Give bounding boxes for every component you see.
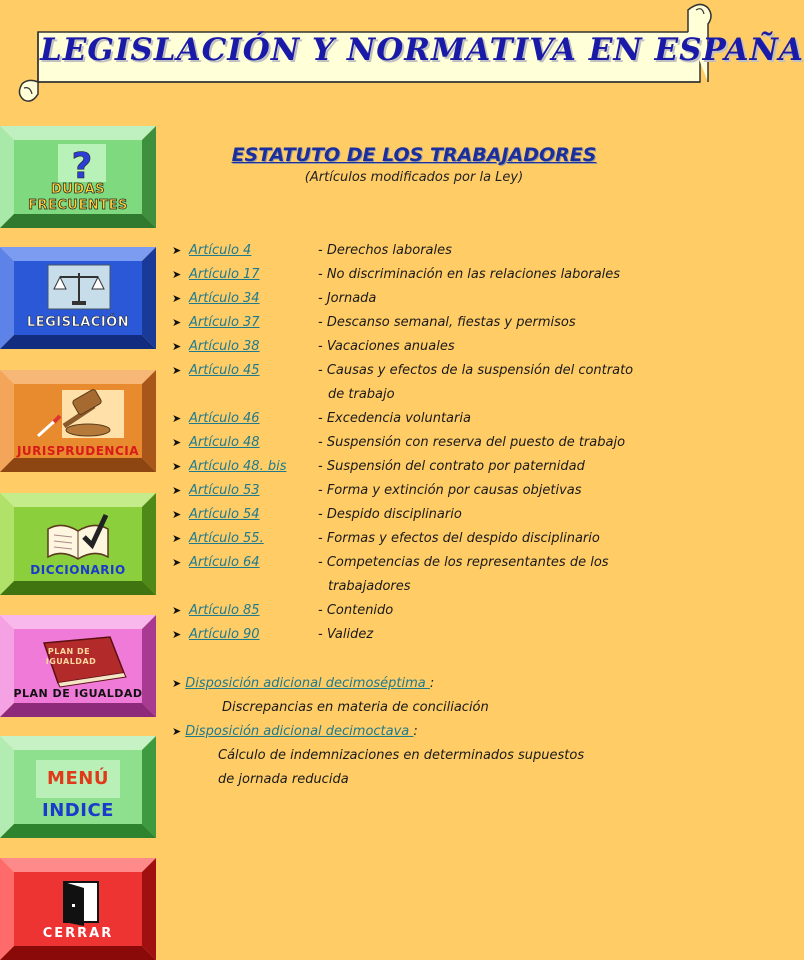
article-row bbox=[172, 433, 702, 457]
disposicion-row bbox=[172, 724, 702, 739]
nav-plan-igualdad-button[interactable] bbox=[0, 615, 156, 717]
article-link[interactable]: Artículo 45 bbox=[189, 363, 260, 378]
arrow-bullet-icon: ➤ bbox=[172, 364, 182, 377]
article-row bbox=[172, 601, 702, 625]
balance-scale-icon bbox=[48, 265, 110, 309]
nav-label-line2: FRECUENTES bbox=[28, 198, 128, 213]
nav-label: LEGISLACIÓN bbox=[26, 315, 130, 330]
article-row bbox=[172, 481, 702, 505]
arrow-bullet-icon: ➤ bbox=[172, 484, 182, 497]
article-row bbox=[172, 625, 702, 649]
arrow-bullet-icon: ➤ bbox=[172, 292, 182, 305]
disposicion-description-line2: de jornada reducida bbox=[218, 772, 349, 787]
page-title: LEGISLACIÓN Y NORMATIVA EN ESPAÑA bbox=[40, 32, 804, 68]
question-mark-icon bbox=[58, 144, 106, 187]
article-link[interactable]: Artículo 37 bbox=[189, 315, 260, 330]
separator: : bbox=[413, 724, 418, 739]
article-description: - Vacaciones anuales bbox=[318, 339, 455, 354]
nav-diccionario-button[interactable] bbox=[0, 493, 156, 595]
article-link[interactable]: Artículo 85 bbox=[189, 603, 260, 618]
arrow-bullet-icon: ➤ bbox=[172, 316, 182, 329]
article-description: - Despido disciplinario bbox=[318, 507, 462, 522]
article-row bbox=[172, 529, 702, 553]
article-description: - Forma y extinción por causas objetivas bbox=[318, 483, 582, 498]
arrow-bullet-icon: ➤ bbox=[172, 628, 182, 641]
disposicion-description: Cálculo de indemnizaciones en determinados supuestos bbox=[218, 748, 585, 763]
nav-dudas-frecuentes-button[interactable] bbox=[0, 126, 156, 228]
article-row bbox=[172, 241, 702, 265]
disposicion-link[interactable]: Disposición adicional decimoséptima bbox=[185, 676, 430, 691]
book-label-line1: PLAN DE bbox=[47, 647, 91, 656]
article-description: - Excedencia voluntaria bbox=[318, 411, 471, 426]
article-description: - Derechos laborales bbox=[318, 243, 452, 258]
article-description: - Causas y efectos de la suspensión del contrato bbox=[318, 363, 634, 378]
separator: : bbox=[429, 676, 435, 691]
arrow-bullet-icon: ➤ bbox=[172, 340, 182, 353]
article-description-line2: de trabajo bbox=[328, 387, 395, 402]
article-description: - No discriminación en las relaciones laborales bbox=[318, 267, 621, 282]
article-row bbox=[172, 361, 702, 409]
nav-label: JURISPRUDENCIA bbox=[16, 444, 140, 458]
arrow-bullet-icon: ➤ bbox=[172, 460, 182, 473]
book-label-line2: IGUALDAD bbox=[45, 657, 97, 666]
title-banner bbox=[10, 0, 804, 106]
article-row bbox=[172, 457, 702, 481]
article-description-line2: trabajadores bbox=[328, 579, 411, 594]
nav-label: DICCIONARIO bbox=[30, 563, 126, 577]
nav-label-line2: INDICE bbox=[42, 800, 114, 821]
nav-legislacion-button[interactable] bbox=[0, 247, 156, 349]
article-link[interactable]: Artículo 64 bbox=[189, 555, 260, 570]
arrow-bullet-icon: ➤ bbox=[172, 436, 182, 449]
article-description: - Suspensión del contrato por paternidad bbox=[318, 459, 585, 474]
article-description: - Formas y efectos del despido disciplinario bbox=[318, 531, 600, 546]
article-row bbox=[172, 553, 702, 601]
arrow-bullet-icon: ➤ bbox=[172, 412, 182, 425]
section-title: ESTATUTO DE LOS TRABAJADORES bbox=[231, 144, 597, 166]
nav-jurisprudencia-button[interactable] bbox=[0, 370, 156, 472]
article-link[interactable]: Artículo 48 bbox=[189, 435, 260, 450]
arrow-bullet-icon: ➤ bbox=[172, 268, 182, 281]
article-link[interactable]: Artículo 34 bbox=[189, 291, 260, 306]
disposicion-description: Discrepancias en materia de conciliación bbox=[222, 700, 489, 715]
arrow-bullet-icon: ➤ bbox=[172, 677, 182, 690]
nav-label: PLAN DE IGUALDAD bbox=[13, 687, 143, 700]
article-link[interactable]: Artículo 54 bbox=[189, 507, 260, 522]
article-link[interactable]: Artículo 90 bbox=[189, 627, 260, 642]
article-link[interactable]: Artículo 53 bbox=[189, 483, 260, 498]
article-link[interactable]: Artículo 4 bbox=[189, 243, 252, 258]
article-link[interactable]: Artículo 55. bbox=[189, 531, 264, 546]
gavel-icon bbox=[34, 388, 126, 440]
arrow-bullet-icon: ➤ bbox=[172, 725, 182, 738]
disposicion-link[interactable]: Disposición adicional decimoctava bbox=[185, 724, 414, 739]
article-description: - Contenido bbox=[318, 603, 394, 618]
article-description: - Competencias de los representantes de los bbox=[318, 555, 609, 570]
article-link[interactable]: Artículo 48. bis bbox=[189, 459, 287, 474]
article-link[interactable]: Artículo 17 bbox=[189, 267, 260, 282]
arrow-bullet-icon: ➤ bbox=[172, 532, 182, 545]
book-check-icon bbox=[44, 509, 112, 561]
article-row bbox=[172, 337, 702, 361]
arrow-bullet-icon: ➤ bbox=[172, 556, 182, 569]
article-row bbox=[172, 313, 702, 337]
article-row bbox=[172, 289, 702, 313]
disposicion-row bbox=[172, 676, 702, 691]
article-link[interactable]: Artículo 38 bbox=[189, 339, 260, 354]
svg-text:?: ? bbox=[71, 146, 93, 187]
door-icon bbox=[56, 878, 104, 926]
article-description: - Jornada bbox=[318, 291, 377, 306]
nav-label: CERRAR bbox=[42, 926, 114, 941]
nav-cerrar-button[interactable] bbox=[0, 858, 156, 960]
nav-label-line1: DUDAS bbox=[50, 182, 106, 197]
article-description: - Validez bbox=[318, 627, 374, 642]
article-row bbox=[172, 265, 702, 289]
section-subtitle: (Artículos modificados por la Ley) bbox=[304, 170, 524, 185]
article-description: - Descanso semanal, fiestas y permisos bbox=[318, 315, 576, 330]
arrow-bullet-icon: ➤ bbox=[172, 244, 182, 257]
article-row bbox=[172, 505, 702, 529]
article-link[interactable]: Artículo 46 bbox=[189, 411, 260, 426]
arrow-bullet-icon: ➤ bbox=[172, 604, 182, 617]
article-list bbox=[172, 241, 702, 649]
article-description: - Suspensión con reserva del puesto de trabajo bbox=[318, 435, 626, 450]
nav-menu-indice-button[interactable] bbox=[0, 736, 156, 838]
arrow-bullet-icon: ➤ bbox=[172, 508, 182, 521]
article-row bbox=[172, 409, 702, 433]
nav-label-line1: MENÚ bbox=[47, 768, 109, 789]
